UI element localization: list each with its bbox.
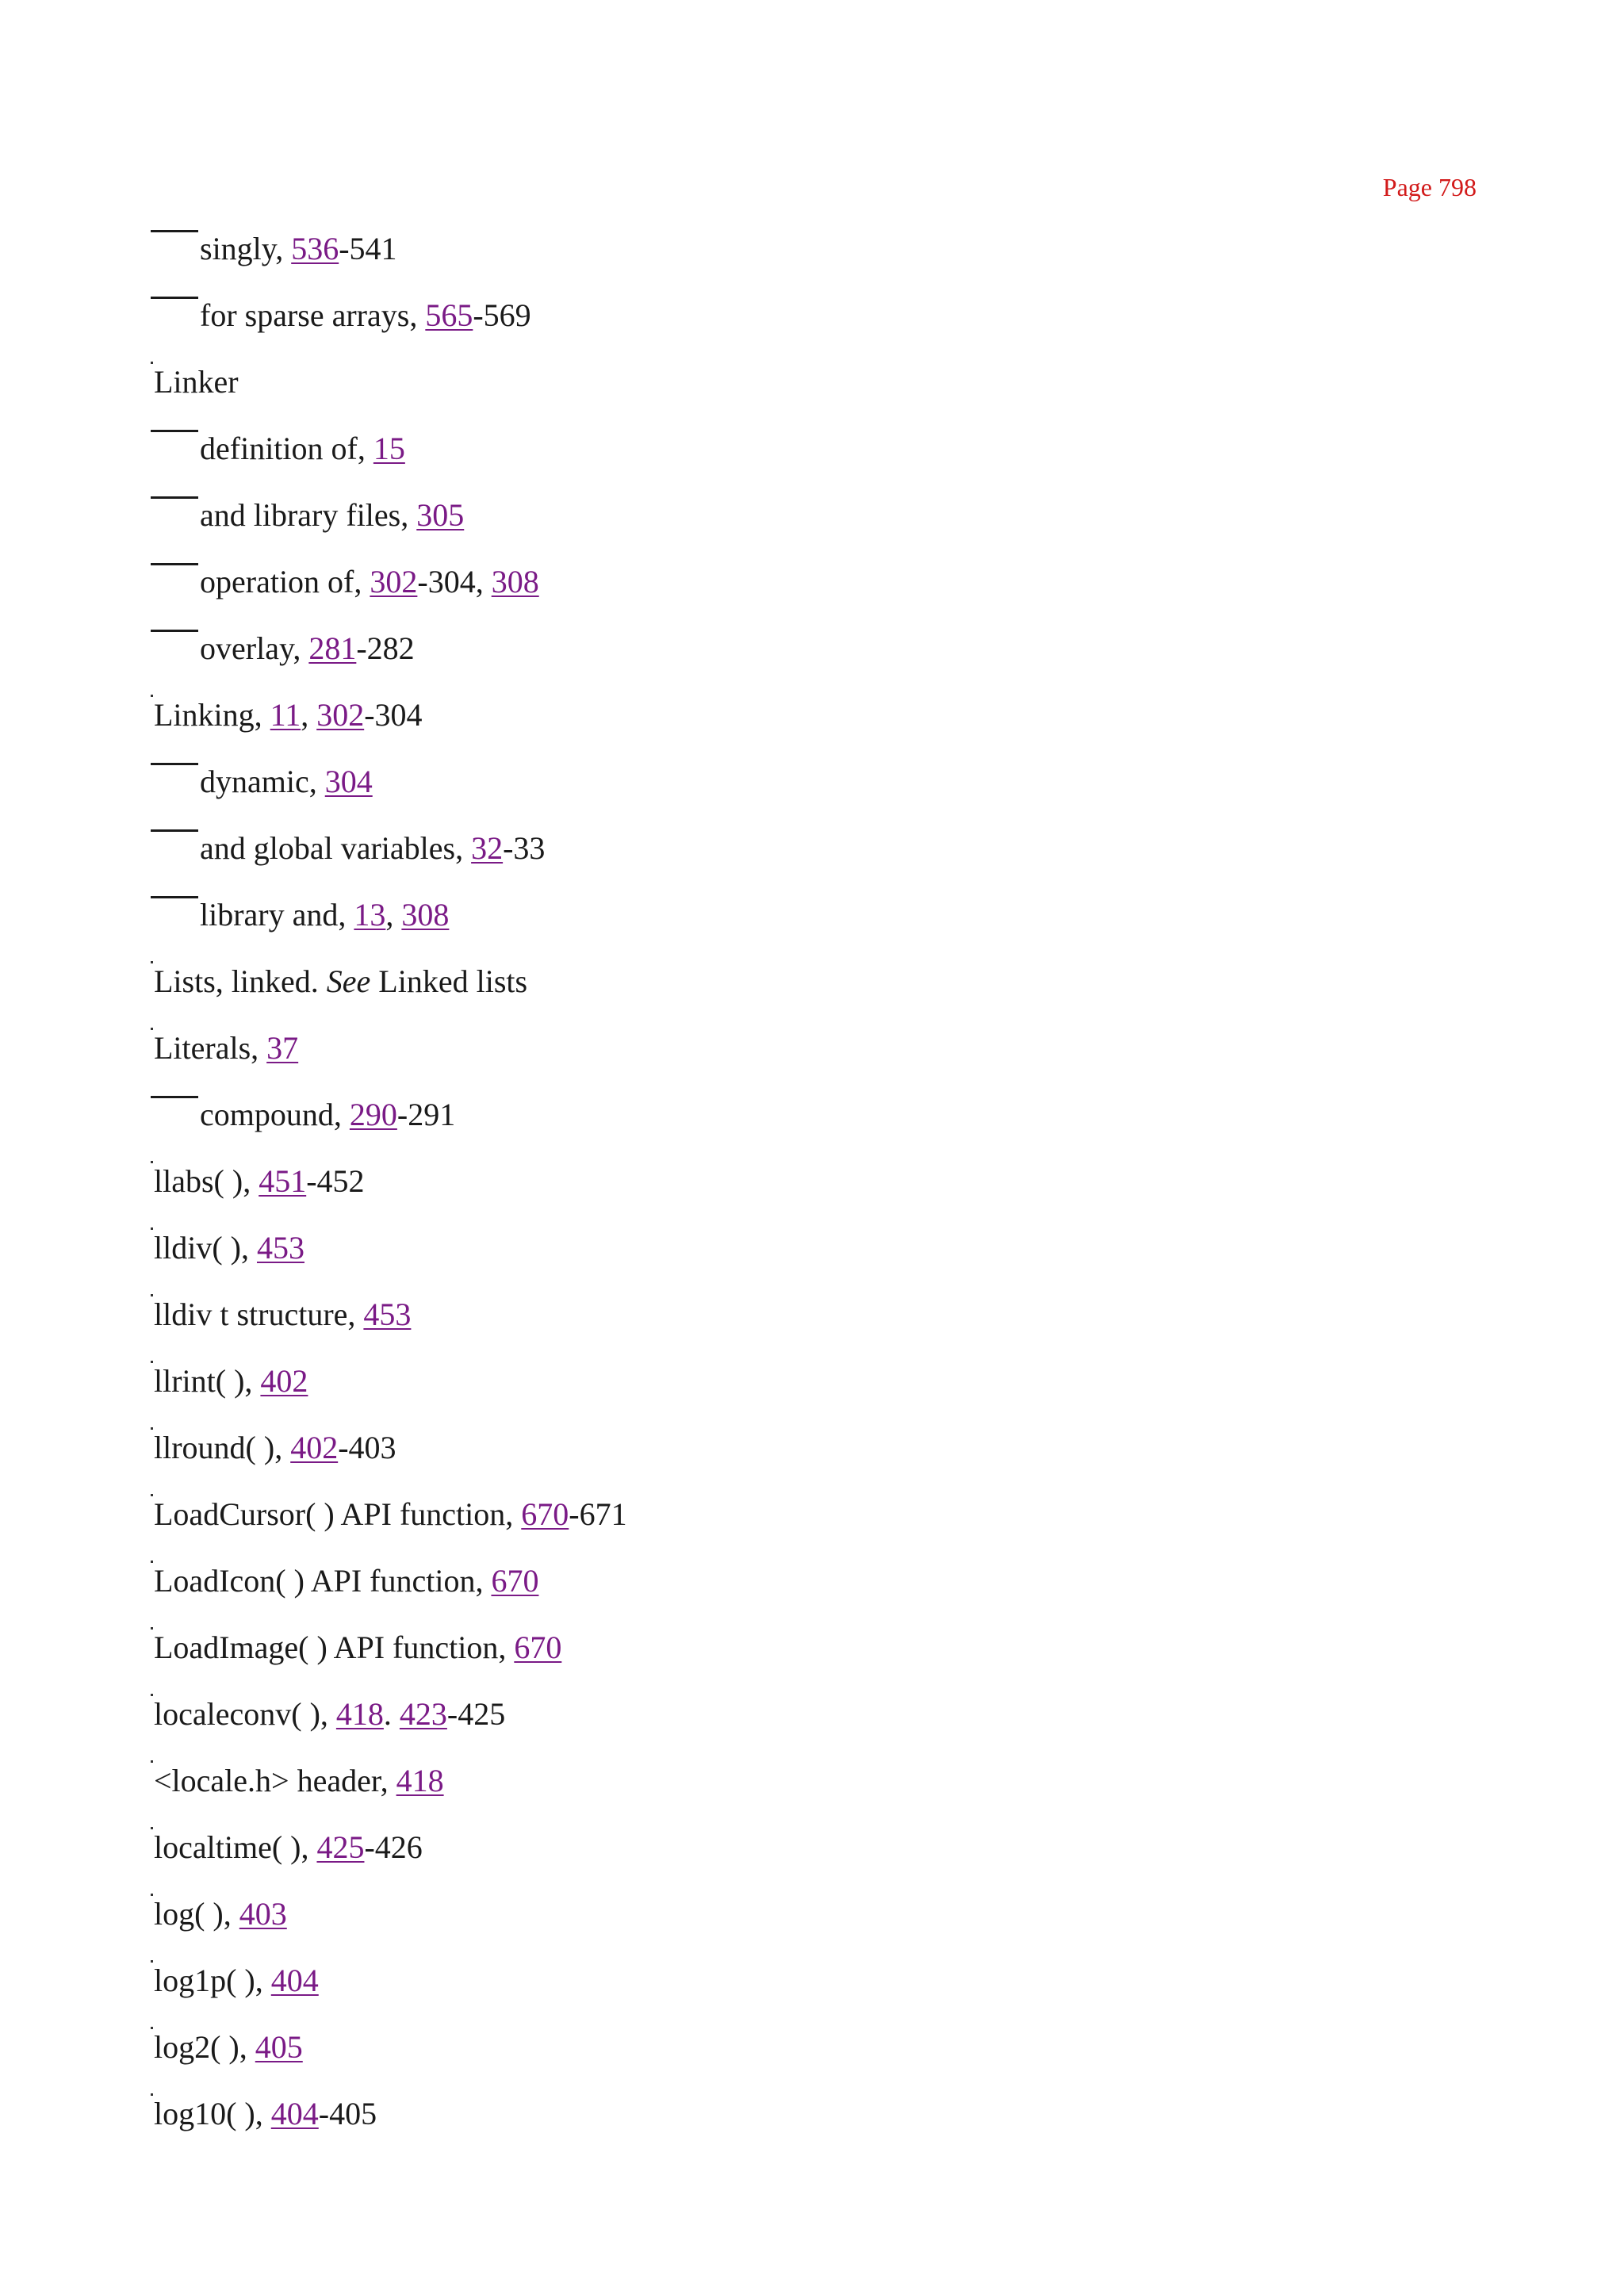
- entry-text: LoadImage( ) API function,: [154, 1630, 515, 1665]
- page-link[interactable]: 290: [349, 1097, 397, 1132]
- entry-text: -282: [356, 630, 415, 666]
- page-link[interactable]: 308: [491, 564, 539, 599]
- entry-text: -541: [339, 231, 397, 266]
- page-link[interactable]: 304: [324, 764, 373, 799]
- page-link[interactable]: 305: [416, 497, 465, 533]
- entry-text: Literals,: [154, 1030, 267, 1066]
- index-entry: [151, 1884, 1499, 1951]
- page-link[interactable]: 404: [270, 1963, 319, 1998]
- index-entry: [151, 1285, 1499, 1351]
- page-link[interactable]: 402: [260, 1363, 308, 1399]
- entry-text: dynamic,: [200, 764, 325, 799]
- entry-text: operation of,: [200, 564, 370, 599]
- entry-text: -33: [503, 830, 546, 866]
- entry-text: Linker: [154, 364, 239, 400]
- page-link[interactable]: 451: [259, 1163, 307, 1199]
- entry-text: -452: [306, 1163, 365, 1199]
- entry-text: ,: [385, 897, 402, 933]
- entry-text: log( ),: [154, 1896, 239, 1932]
- page-link[interactable]: 32: [471, 830, 504, 866]
- entry-text: -671: [569, 1496, 627, 1532]
- page-link[interactable]: 418: [335, 1696, 384, 1732]
- page-link[interactable]: 402: [290, 1430, 339, 1465]
- entry-text: -291: [396, 1097, 456, 1132]
- index-subentry: [151, 285, 1499, 352]
- entry-text: -304,: [417, 564, 492, 599]
- entry-text: .: [383, 1696, 400, 1732]
- entry-text: llabs( ),: [154, 1163, 259, 1199]
- entry-text: localeconv( ),: [154, 1696, 336, 1732]
- index-subentry: [151, 885, 1499, 952]
- page-link[interactable]: 15: [373, 431, 405, 466]
- entry-text: -569: [473, 297, 531, 333]
- page-link[interactable]: 670: [514, 1630, 562, 1665]
- entry-text: <locale.h> header,: [154, 1763, 396, 1798]
- page-link[interactable]: 536: [291, 231, 339, 266]
- page-link[interactable]: 281: [308, 630, 357, 666]
- page-link[interactable]: 565: [425, 297, 473, 333]
- page-link[interactable]: 302: [370, 564, 418, 599]
- see-reference-label: See: [326, 963, 371, 999]
- page-link[interactable]: 670: [521, 1496, 569, 1532]
- page-number: Page 798: [1382, 173, 1477, 201]
- index-subentry: [151, 419, 1499, 485]
- page-link[interactable]: 37: [266, 1030, 299, 1066]
- entry-text: log1p( ),: [154, 1963, 271, 1998]
- index-subentry: [151, 219, 1499, 285]
- entry-text: and global variables,: [200, 830, 472, 866]
- page-link[interactable]: 425: [316, 1829, 365, 1865]
- index-entry: [151, 1484, 1499, 1551]
- index-entry: [151, 1351, 1499, 1418]
- index-subentry: [151, 485, 1499, 552]
- entry-text: Linking,: [154, 697, 270, 733]
- page-link[interactable]: 308: [401, 897, 450, 933]
- entry-text: Lists, linked.: [154, 963, 327, 999]
- entry-text: overlay,: [200, 630, 309, 666]
- entry-text: log2( ),: [154, 2029, 255, 2065]
- index-subentry: [151, 552, 1499, 618]
- entry-text: and library files,: [200, 497, 417, 533]
- page-link[interactable]: 13: [354, 897, 386, 933]
- index-entry: [151, 1418, 1499, 1484]
- index-entries: [151, 219, 1499, 2150]
- index-entry: [151, 1551, 1499, 1618]
- index-entry: [151, 352, 1499, 419]
- entry-text: singly,: [200, 231, 292, 266]
- index-entry: [151, 1951, 1499, 2017]
- page-link[interactable]: 453: [363, 1296, 412, 1332]
- page-link[interactable]: 302: [316, 697, 365, 733]
- index-subentry: [151, 752, 1499, 818]
- entry-text: localtime( ),: [154, 1829, 317, 1865]
- page-link[interactable]: 405: [255, 2029, 303, 2065]
- entry-text: -425: [446, 1696, 506, 1732]
- index-entry: [151, 2017, 1499, 2084]
- index-entry: [151, 1817, 1499, 1884]
- entry-text: ,: [301, 697, 317, 733]
- index-entry: [151, 1684, 1499, 1751]
- entry-text: -304: [364, 697, 423, 733]
- entry-text: llround( ),: [154, 1430, 291, 1465]
- entry-text: llrint( ),: [154, 1363, 261, 1399]
- index-entry: [151, 1751, 1499, 1817]
- entry-text: definition of,: [200, 431, 373, 466]
- entry-text: -403: [338, 1430, 396, 1465]
- entry-text: LoadIcon( ) API function,: [154, 1563, 492, 1599]
- index-subentry: [151, 818, 1499, 885]
- page-link[interactable]: 670: [491, 1563, 539, 1599]
- entry-text: compound,: [200, 1097, 350, 1132]
- index-entry: [151, 2084, 1499, 2150]
- page-link[interactable]: 423: [399, 1696, 447, 1732]
- index-entry: [151, 1618, 1499, 1684]
- index-entry: [151, 1218, 1499, 1285]
- index-subentry: [151, 618, 1499, 685]
- page-link[interactable]: 403: [239, 1896, 287, 1932]
- entry-text: lldiv t structure,: [154, 1296, 364, 1332]
- page-link[interactable]: 453: [256, 1230, 304, 1266]
- entry-text: LoadCursor( ) API function,: [154, 1496, 522, 1532]
- entry-text: library and,: [200, 897, 354, 933]
- index-subentry: [151, 1085, 1499, 1151]
- entry-text: lldiv( ),: [154, 1230, 257, 1266]
- entry-text: -405: [318, 2096, 377, 2131]
- page-link[interactable]: 404: [270, 2096, 319, 2131]
- index-entry: [151, 952, 1499, 1018]
- entry-text: Linked lists: [370, 963, 528, 999]
- entry-text: log10( ),: [154, 2096, 271, 2131]
- index-entry: [151, 685, 1499, 752]
- index-entry: [151, 1018, 1499, 1085]
- index-entry: [151, 1151, 1499, 1218]
- page-link[interactable]: 418: [396, 1763, 444, 1798]
- entry-text: for sparse arrays,: [200, 297, 426, 333]
- page-link[interactable]: 11: [270, 697, 301, 733]
- entry-text: -426: [364, 1829, 423, 1865]
